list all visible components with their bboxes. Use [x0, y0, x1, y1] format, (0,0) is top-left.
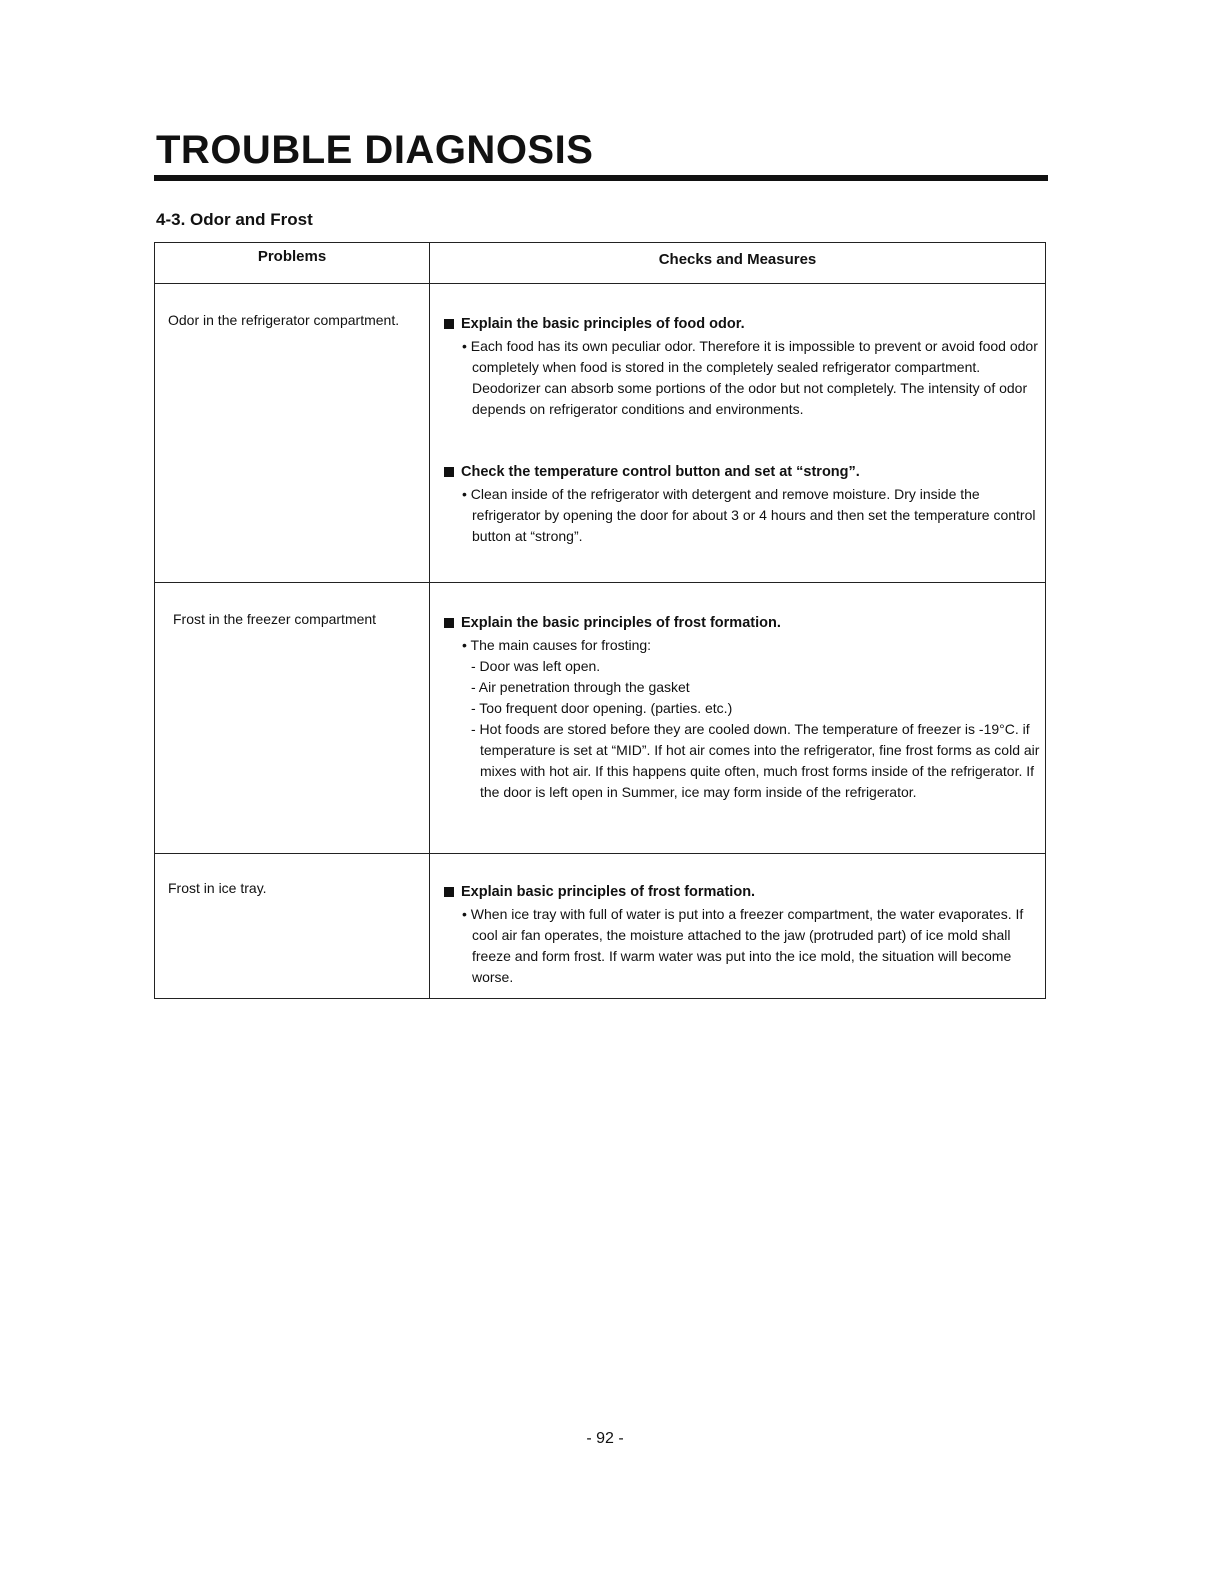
measure-bullet: • When ice tray with full of water is put into a freezer compartment, the water evaporates. If cool air fan operates, the moisture attached to the jaw (protruded part) of ice mold shall freeze and form frost. If warm water was put into the ice mold, the situation will become worse. [462, 906, 1024, 985]
problem-cell: Odor in the refrigerator compartment. [155, 284, 430, 582]
problem-cell: Frost in ice tray. [155, 854, 430, 998]
measure-bullet: • Clean inside of the refrigerator with detergent and remove moisture. Dry inside the refrigerator by opening the door for about 3 or 4 hours and then set the temperature control button at “strong”. [462, 486, 1036, 544]
problem-cell: Frost in the freezer compartment [155, 583, 430, 853]
checks-cell [430, 854, 1045, 998]
table-row [155, 583, 1045, 854]
measure-bullet: • Each food has its own peculiar odor. Therefore it is impossible to prevent or avoid food odor completely when food is stored in the completely sealed refrigerator compartment. Deodorizer can absorb some portions of the odor but not completely. The intensity of odor depends on refrigerator conditions and environments. [462, 338, 1038, 417]
list-item: - Door was left open. [471, 658, 601, 674]
trouble-table [154, 242, 1046, 999]
measure-heading [444, 613, 1041, 633]
measure-heading-text: Check the temperature control button and set at “strong”. [461, 464, 860, 480]
table-header [155, 243, 1045, 284]
square-bullet-icon [444, 467, 454, 477]
title-rule [154, 175, 1048, 181]
measure-heading [444, 314, 1041, 334]
column-header-problems: Problems [155, 243, 430, 283]
measure-bullet: • The main causes for frosting: [462, 637, 652, 653]
measure-heading-text: Explain the basic principles of frost formation. [461, 615, 781, 631]
measure-heading-text: Explain the basic principles of food odor. [461, 316, 745, 332]
measure-heading-text: Explain basic principles of frost formation. [461, 884, 756, 900]
list-item: - Too frequent door opening. (parties. etc.) [471, 700, 733, 716]
checks-cell [430, 583, 1045, 853]
list-item: - Air penetration through the gasket [471, 679, 690, 695]
table-row [155, 284, 1045, 583]
cause-list [471, 656, 1041, 803]
section-heading: 4-3. Odor and Frost [156, 210, 313, 229]
page-number: - 92 - [586, 1430, 624, 1447]
table-row [155, 854, 1045, 998]
column-header-checks: Checks and Measures [658, 251, 817, 268]
square-bullet-icon [444, 887, 454, 897]
list-item: - Hot foods are stored before they are cooled down. The temperature of freezer is -19°C. if temperature is set at “MID”. If hot air comes into the refrigerator, fine frost forms as cold air mixes with hot air. If this happens quite often, much frost forms inside of the refrigerator. If the door is left open in Summer, ice may form inside of the refrigerator. [471, 721, 1040, 800]
measure-heading [444, 462, 1041, 482]
measure-heading [444, 882, 1041, 902]
page-title: TROUBLE DIAGNOSIS [156, 128, 594, 172]
square-bullet-icon [444, 618, 454, 628]
square-bullet-icon [444, 319, 454, 329]
checks-cell [430, 284, 1045, 582]
